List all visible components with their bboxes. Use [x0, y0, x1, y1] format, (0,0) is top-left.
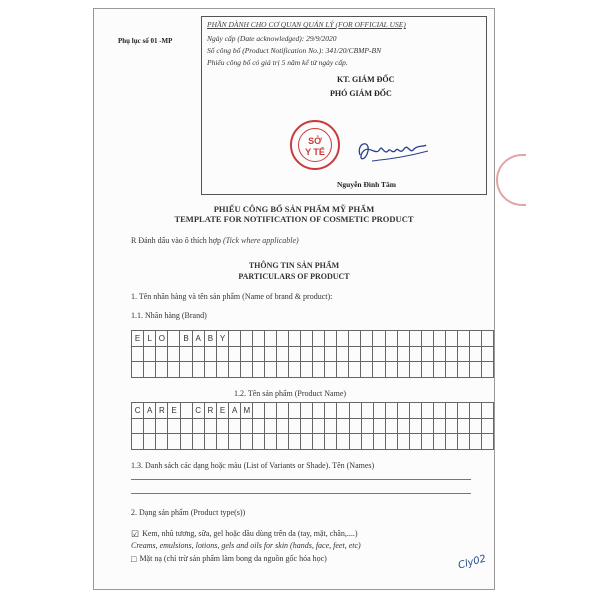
grid-cell[interactable] — [481, 434, 493, 450]
grid-cell[interactable] — [421, 418, 433, 434]
grid-cell[interactable] — [397, 331, 409, 347]
official-heading: PHẦN DÀNH CHO CƠ QUAN QUẢN LÝ (FOR OFFICIAL USE) — [207, 20, 406, 29]
grid-cell[interactable] — [409, 434, 421, 450]
title-vi: PHIẾU CÔNG BỐ SẢN PHẨM MỸ PHẨM — [213, 204, 375, 214]
grid-cell[interactable] — [433, 362, 445, 378]
grid-cell[interactable] — [265, 346, 277, 362]
grid-cell[interactable] — [373, 434, 385, 450]
grid-cell[interactable] — [168, 434, 180, 450]
variants-line-1[interactable] — [131, 479, 471, 480]
question-1: 1. Tên nhãn hàng và tên sản phẩm (Name of brand & product): — [131, 292, 333, 301]
grid-cell[interactable] — [229, 434, 241, 450]
edge-stamp-partial — [496, 154, 526, 206]
grid-cell[interactable] — [469, 418, 481, 434]
grid-cell[interactable] — [204, 418, 216, 434]
grid-cell[interactable] — [241, 418, 253, 434]
grid-cell[interactable] — [253, 362, 265, 378]
grid-cell[interactable] — [445, 362, 457, 378]
grid-cell[interactable] — [409, 403, 421, 419]
grid-cell[interactable] — [373, 346, 385, 362]
grid-cell[interactable] — [445, 331, 457, 347]
grid-cell[interactable]: E — [168, 403, 180, 419]
grid-cell[interactable] — [385, 346, 397, 362]
grid-cell[interactable] — [481, 403, 493, 419]
grid-row — [132, 418, 494, 434]
grid-cell[interactable] — [409, 346, 421, 362]
grid-cell[interactable] — [385, 418, 397, 434]
grid-row — [132, 346, 494, 362]
grid-cell[interactable] — [216, 418, 228, 434]
grid-cell[interactable] — [325, 346, 337, 362]
grid-cell[interactable] — [337, 418, 349, 434]
grid-cell[interactable] — [421, 403, 433, 419]
grid-cell[interactable] — [229, 331, 241, 347]
grid-cell[interactable] — [373, 331, 385, 347]
option-2-vi: Mặt nạ (chỉ trừ sản phẩm làm bong da nguồn gốc hóa học) — [139, 554, 327, 563]
product-type-option-2[interactable] — [131, 554, 327, 563]
grid-cell[interactable] — [361, 418, 373, 434]
grid-cell[interactable] — [325, 362, 337, 378]
grid-cell[interactable] — [277, 331, 289, 347]
checked-checkbox-icon[interactable]: ☑ — [131, 529, 140, 539]
grid-cell[interactable] — [433, 434, 445, 450]
grid-cell[interactable] — [445, 403, 457, 419]
grid-cell[interactable] — [409, 331, 421, 347]
grid-cell[interactable] — [349, 362, 361, 378]
sign-title-1: KT. GIÁM ĐỐC — [337, 75, 395, 84]
grid-cell[interactable] — [373, 362, 385, 378]
grid-cell[interactable] — [313, 418, 325, 434]
grid-cell[interactable] — [421, 434, 433, 450]
grid-cell[interactable] — [361, 434, 373, 450]
grid-cell[interactable] — [409, 362, 421, 378]
grid-cell[interactable] — [313, 346, 325, 362]
grid-cell[interactable] — [337, 362, 349, 378]
grid-cell[interactable] — [433, 418, 445, 434]
grid-cell[interactable] — [192, 362, 204, 378]
grid-cell[interactable] — [457, 331, 469, 347]
grid-cell[interactable]: A — [144, 403, 156, 419]
grid-cell[interactable] — [253, 331, 265, 347]
grid-cell[interactable] — [253, 346, 265, 362]
grid-cell[interactable] — [156, 362, 168, 378]
grid-cell[interactable] — [397, 418, 409, 434]
official-stamp — [290, 120, 340, 170]
document-page — [93, 8, 495, 590]
handwritten-page-mark: Cly02 — [457, 553, 488, 572]
grid-cell[interactable]: B — [204, 331, 216, 347]
grid-cell[interactable] — [180, 362, 192, 378]
grid-cell[interactable] — [253, 434, 265, 450]
grid-cell[interactable] — [481, 331, 493, 347]
grid-cell[interactable] — [289, 418, 301, 434]
grid-cell[interactable] — [445, 434, 457, 450]
grid-cell[interactable]: R — [204, 403, 216, 419]
option-1-vi: Kem, nhũ tương, sữa, gel hoặc dầu dùng trên da (tay, mặt, chân,....) — [142, 529, 358, 538]
grid-cell[interactable] — [301, 331, 313, 347]
signature — [354, 135, 434, 171]
date-acknowledged: Ngày cấp (Date acknowledged): 29/9/2020 — [207, 34, 337, 43]
grid-cell[interactable] — [313, 434, 325, 450]
grid-cell[interactable] — [469, 434, 481, 450]
stamp-text-top: SỞ — [308, 136, 322, 146]
grid-cell[interactable] — [192, 346, 204, 362]
grid-cell[interactable] — [265, 403, 277, 419]
notification-number: Số công bố (Product Notification No.): 341/20/CBMP-BN — [207, 46, 382, 55]
grid-cell[interactable]: E — [216, 403, 228, 419]
grid-cell[interactable] — [481, 418, 493, 434]
grid-cell[interactable] — [204, 346, 216, 362]
grid-cell[interactable] — [265, 331, 277, 347]
grid-cell[interactable] — [204, 434, 216, 450]
product-type-option-1[interactable] — [131, 529, 358, 538]
grid-row — [132, 362, 494, 378]
grid-row — [132, 434, 494, 450]
grid-cell[interactable] — [385, 403, 397, 419]
grid-cell[interactable] — [457, 418, 469, 434]
grid-cell[interactable] — [325, 418, 337, 434]
grid-cell[interactable] — [457, 434, 469, 450]
brand-grid[interactable] — [131, 330, 494, 378]
grid-cell[interactable] — [289, 362, 301, 378]
grid-cell[interactable] — [132, 418, 144, 434]
grid-cell[interactable] — [156, 346, 168, 362]
grid-cell[interactable] — [144, 346, 156, 362]
grid-cell[interactable] — [241, 434, 253, 450]
grid-cell[interactable] — [469, 346, 481, 362]
grid-cell[interactable] — [445, 346, 457, 362]
question-1-2: 1.2. Tên sản phẩm (Product Name) — [234, 389, 347, 398]
title-en: TEMPLATE FOR NOTIFICATION OF COSMETIC PRODUCT — [174, 214, 414, 224]
grid-cell[interactable] — [168, 346, 180, 362]
grid-cell[interactable] — [421, 362, 433, 378]
official-use-box — [201, 16, 487, 195]
grid-cell[interactable] — [180, 434, 192, 450]
grid-cell[interactable] — [313, 362, 325, 378]
grid-cell[interactable] — [180, 346, 192, 362]
grid-cell[interactable] — [409, 418, 421, 434]
grid-cell[interactable] — [144, 362, 156, 378]
grid-cell[interactable] — [433, 403, 445, 419]
grid-cell[interactable] — [469, 403, 481, 419]
question-1-3: 1.3. Danh sách các dạng hoặc màu (List of Variants or Shade). Tên (Names) — [131, 461, 375, 470]
grid-cell[interactable] — [301, 362, 313, 378]
grid-row — [132, 403, 494, 419]
question-1-1: 1.1. Nhãn hàng (Brand) — [131, 311, 207, 320]
grid-cell[interactable] — [216, 362, 228, 378]
grid-cell[interactable] — [168, 418, 180, 434]
grid-cell[interactable]: Y — [216, 331, 228, 347]
grid-cell[interactable] — [313, 331, 325, 347]
grid-cell[interactable] — [277, 434, 289, 450]
grid-cell[interactable] — [192, 418, 204, 434]
grid-cell[interactable]: C — [132, 403, 144, 419]
grid-cell[interactable] — [229, 346, 241, 362]
grid-cell[interactable] — [144, 434, 156, 450]
grid-cell[interactable] — [469, 362, 481, 378]
grid-cell[interactable] — [241, 331, 253, 347]
grid-cell[interactable] — [361, 362, 373, 378]
grid-cell[interactable] — [253, 418, 265, 434]
tick-note-en: (Tick where applicable) — [223, 236, 299, 245]
grid-cell[interactable] — [301, 403, 313, 419]
grid-cell[interactable] — [241, 346, 253, 362]
grid-cell[interactable] — [349, 403, 361, 419]
grid-cell[interactable]: R — [156, 403, 168, 419]
grid-cell[interactable] — [132, 434, 144, 450]
grid-cell[interactable] — [229, 418, 241, 434]
grid-cell[interactable] — [481, 362, 493, 378]
appendix-label: Phụ lục số 01 -MP — [118, 37, 173, 45]
grid-cell[interactable] — [289, 331, 301, 347]
grid-cell[interactable] — [132, 362, 144, 378]
grid-cell[interactable] — [445, 418, 457, 434]
grid-cell[interactable] — [277, 362, 289, 378]
grid-cell[interactable] — [397, 362, 409, 378]
grid-cell[interactable] — [253, 403, 265, 419]
grid-cell[interactable] — [457, 346, 469, 362]
grid-cell[interactable] — [433, 331, 445, 347]
grid-cell[interactable] — [337, 403, 349, 419]
grid-cell[interactable]: A — [192, 331, 204, 347]
signer-name: Nguyễn Đình Tâm — [337, 180, 397, 189]
grid-row — [132, 331, 494, 347]
grid-cell[interactable] — [277, 346, 289, 362]
grid-cell[interactable] — [156, 418, 168, 434]
grid-cell[interactable] — [397, 346, 409, 362]
grid-cell[interactable] — [349, 331, 361, 347]
grid-cell[interactable] — [457, 362, 469, 378]
grid-cell[interactable] — [385, 434, 397, 450]
grid-cell[interactable] — [421, 331, 433, 347]
grid-cell[interactable] — [397, 434, 409, 450]
grid-cell[interactable] — [204, 362, 216, 378]
grid-cell[interactable] — [349, 346, 361, 362]
section-title-en: PARTICULARS OF PRODUCT — [238, 272, 350, 281]
grid-cell[interactable] — [469, 331, 481, 347]
grid-cell[interactable] — [337, 346, 349, 362]
grid-cell[interactable]: M — [241, 403, 253, 419]
grid-cell[interactable] — [373, 403, 385, 419]
grid-cell[interactable] — [265, 418, 277, 434]
grid-cell[interactable] — [349, 434, 361, 450]
grid-cell[interactable] — [216, 346, 228, 362]
grid-cell[interactable] — [457, 403, 469, 419]
grid-cell[interactable] — [168, 331, 180, 347]
stamp-text-bottom: Y TẾ — [305, 147, 325, 157]
grid-cell[interactable]: L — [144, 331, 156, 347]
grid-cell[interactable] — [433, 346, 445, 362]
grid-cell[interactable] — [265, 362, 277, 378]
grid-cell[interactable] — [277, 403, 289, 419]
grid-cell[interactable] — [168, 362, 180, 378]
tick-note — [131, 236, 299, 245]
product-name-grid[interactable] — [131, 402, 494, 450]
grid-cell[interactable] — [277, 418, 289, 434]
grid-cell[interactable] — [229, 362, 241, 378]
grid-cell[interactable] — [481, 346, 493, 362]
grid-cell[interactable] — [156, 434, 168, 450]
grid-cell[interactable] — [361, 331, 373, 347]
grid-cell[interactable] — [337, 434, 349, 450]
grid-cell[interactable] — [180, 418, 192, 434]
grid-cell[interactable]: O — [156, 331, 168, 347]
grid-cell[interactable] — [265, 434, 277, 450]
grid-cell[interactable]: A — [229, 403, 241, 419]
grid-cell[interactable]: B — [180, 331, 192, 347]
section-title-vi: THÔNG TIN SẢN PHẨM — [248, 261, 340, 270]
grid-cell[interactable] — [325, 403, 337, 419]
grid-cell[interactable] — [385, 331, 397, 347]
grid-cell[interactable] — [289, 403, 301, 419]
grid-cell[interactable] — [385, 362, 397, 378]
grid-cell[interactable] — [216, 434, 228, 450]
grid-cell[interactable] — [132, 346, 144, 362]
grid-cell[interactable] — [349, 418, 361, 434]
grid-cell[interactable] — [241, 362, 253, 378]
grid-cell[interactable] — [397, 403, 409, 419]
option-1-en: Creams, emulsions, lotions, gels and oils for skin (hands, face, feet, etc) — [131, 541, 361, 550]
grid-cell[interactable]: C — [192, 403, 204, 419]
grid-cell[interactable] — [301, 418, 313, 434]
validity-note: Phiếu công bố có giá trị 5 năm kể từ ngày cấp. — [207, 58, 348, 67]
variants-line-2[interactable] — [131, 493, 471, 494]
tick-note-vi: R Đánh dấu vào ô thích hợp — [131, 236, 221, 245]
sign-title-2: PHÓ GIÁM ĐỐC — [330, 89, 392, 98]
grid-cell[interactable] — [192, 434, 204, 450]
grid-cell[interactable] — [180, 403, 192, 419]
grid-cell[interactable] — [325, 331, 337, 347]
grid-cell[interactable] — [325, 434, 337, 450]
grid-cell[interactable]: E — [132, 331, 144, 347]
grid-cell[interactable] — [361, 346, 373, 362]
grid-cell[interactable] — [373, 418, 385, 434]
grid-cell[interactable] — [337, 331, 349, 347]
grid-cell[interactable] — [361, 403, 373, 419]
grid-cell[interactable] — [301, 434, 313, 450]
unchecked-checkbox-icon[interactable]: □ — [131, 554, 137, 564]
grid-cell[interactable] — [301, 346, 313, 362]
grid-cell[interactable] — [421, 346, 433, 362]
grid-cell[interactable] — [144, 418, 156, 434]
grid-cell[interactable] — [289, 346, 301, 362]
grid-cell[interactable] — [289, 434, 301, 450]
question-2: 2. Dạng sản phẩm (Product type(s)) — [131, 508, 246, 517]
grid-cell[interactable] — [313, 403, 325, 419]
